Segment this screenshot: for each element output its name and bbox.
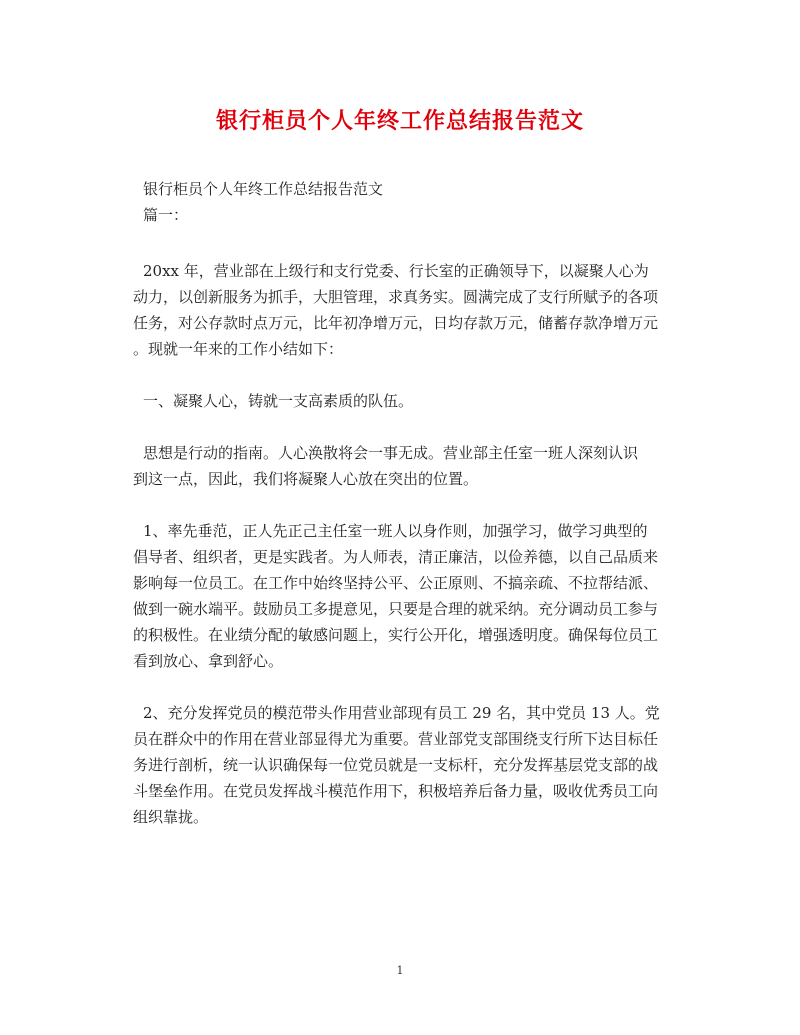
document-body: [133, 176, 663, 830]
paragraph-line: 任务，对公存款时点万元，比年初净增万元，日均存款万元，储蓄存款净增万元: [133, 314, 659, 332]
paragraph-line: 倡导者、组织者，更是实践者。为人师表，清正廉洁，以俭养德，以自己品质来: [133, 548, 659, 566]
paragraph-line: 影响每一位员工。在工作中始终坚持公平、公正原则、不搞亲疏、不拉帮结派、: [133, 574, 659, 592]
paragraph-line: 思想是行动的指南。人心涣散将会一事无成。营业部主任室一班人深刻认识: [143, 444, 639, 462]
section-heading-line: 一、凝聚人心，铸就一支高素质的队伍。: [143, 392, 414, 410]
paragraph-line: 做到一碗水端平。鼓励员工多提意见，只要是合理的就采纳。充分调动员工参与: [133, 600, 659, 618]
paragraph-point-2: [133, 700, 663, 830]
paragraph-line: 动力，以创新服务为抓手，大胆管理，求真务实。圆满完成了支行所赋予的各项: [133, 288, 659, 306]
spacer: [143, 492, 663, 518]
paragraph-point-1: [133, 518, 663, 674]
paragraph-line: 的积极性。在业绩分配的敏感问题上，实行公开化，增强透明度。确保每位员工: [133, 626, 659, 644]
spacer: [143, 362, 663, 388]
paragraph-thinking: [133, 440, 663, 492]
paragraph-line: 员在群众中的作用在营业部显得尤为重要。营业部党支部围绕支行所下达目标任: [133, 730, 659, 748]
paragraph-line: 到这一点，因此，我们将凝聚人心放在突出的位置。: [133, 470, 479, 488]
paragraph-line: 2、充分发挥党员的模范带头作用营业部现有员工 29 名，其中党员 13 人。党: [143, 704, 660, 722]
paragraph-line: 20xx 年，营业部在上级行和支行党委、行长室的正确领导下，以凝聚人心为: [143, 262, 649, 280]
paragraph-line: 。现就一年来的工作小结如下：: [133, 340, 344, 358]
spacer: [143, 228, 663, 258]
paragraph-line: 组织靠拢。: [133, 808, 209, 826]
spacer: [143, 414, 663, 440]
section-label: 篇一：: [143, 206, 189, 224]
spacer: [143, 674, 663, 700]
paragraph-line: 看到放心、拿到舒心。: [133, 652, 284, 670]
section-heading-1: [143, 388, 663, 414]
document-subtitle: 银行柜员个人年终工作总结报告范文: [143, 180, 384, 198]
paragraph-line: 斗堡垒作用。在党员发挥战斗模范作用下，积极培养后备力量，吸收优秀员工向: [133, 782, 659, 800]
page-number: 1: [396, 964, 404, 977]
page-title: 银行柜员个人年终工作总结报告范文: [215, 108, 584, 134]
paragraph-intro: [133, 258, 663, 362]
paragraph-line: 务进行剖析，统一认识确保每一位党员就是一支标杆，充分发挥基层党支部的战: [133, 756, 659, 774]
paragraph-line: 1、率先垂范，正人先正己主任室一班人以身作则，加强学习，做学习典型的: [143, 522, 648, 540]
